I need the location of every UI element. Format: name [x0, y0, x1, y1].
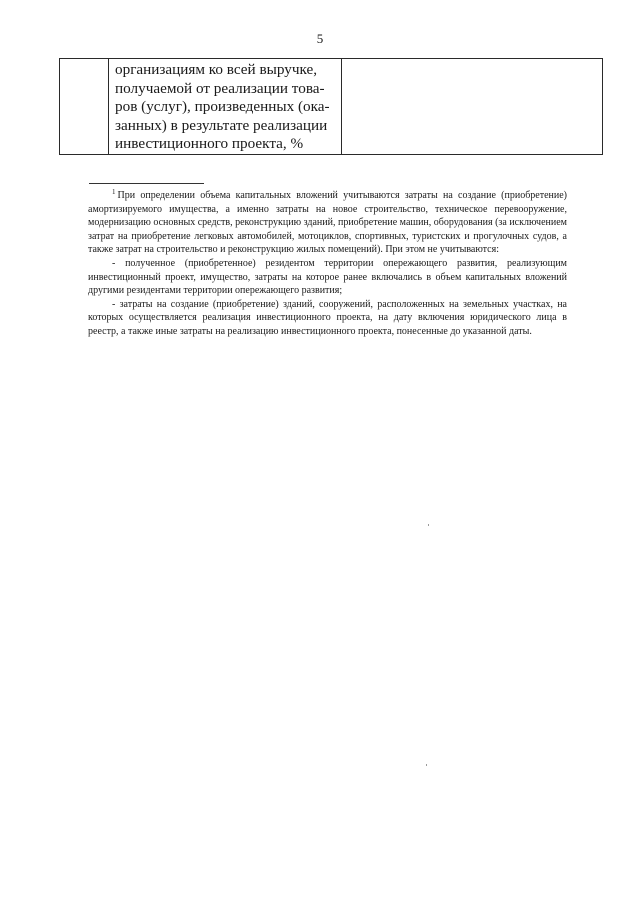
indicator-table-fragment — [59, 58, 603, 155]
footnote-paragraph: - затраты на создание (приобретение) зданий, сооружений, расположенных на земельных участках, на которых осуществляется реализация инвестиционного проекта, на дату включения юридического лица в реестр, а также иные затраты на реализацию инвестиционного проекта, понесенные до указанной даты. — [88, 298, 567, 337]
footnote-paragraph: - полученное (приобретенное) резидентом территории опережающего развития, реализующим инвестиционный проект, имущество, затраты на которое ранее включались в объем капитальных вложений другими резидентами территории опережающего развития; — [88, 257, 567, 297]
indicator-value — [342, 59, 602, 61]
footnotes-block — [88, 186, 567, 339]
indicator-value-cell — [342, 59, 603, 155]
page-number: 5 — [316, 31, 324, 46]
scan-speck — [426, 764, 427, 766]
footnote-separator — [89, 183, 204, 184]
footnote-marker: 1 — [112, 188, 116, 196]
scan-speck — [428, 524, 429, 526]
row-number — [60, 59, 108, 61]
indicator-name-cell — [109, 59, 342, 155]
table-row — [60, 59, 603, 155]
indicator-name: организациям ко всей выручке, получаемой от реализации това- ров (услуг), произведенных (ока- занных) в результате реализации инвестиционного проекта, % — [115, 61, 330, 153]
footnote-paragraph — [88, 186, 567, 257]
footnote-text: При определении объема капитальных вложений учитываются затраты на создание (приобретение) амортизируемого имущества, а именно затраты на новое строительство, техническое перевооружение, модернизацию основных средств, реконструкцию зданий, приобретение машин, оборудования (за исключением затрат на приобретение легковых автомобилей, мотоциклов, спортивных, туристских и прогулочных судов, а также затрат на строительство и реконструкцию жилых помещений). При этом не учитываются: — [88, 190, 567, 256]
row-number-cell — [60, 59, 109, 155]
